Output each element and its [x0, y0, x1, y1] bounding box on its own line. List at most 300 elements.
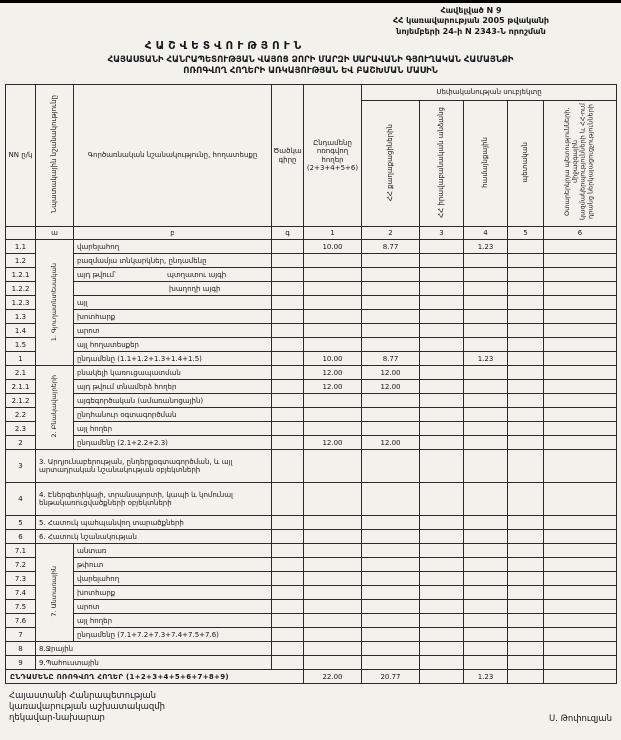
table-row	[6, 310, 617, 324]
value-cell	[420, 628, 464, 642]
letter-cell: ա	[36, 227, 74, 240]
row-label	[74, 352, 272, 366]
value-cell	[362, 530, 420, 544]
row-label-text: 5. Հատուկ պահպանվող տարածքների	[39, 518, 184, 527]
value-cell	[304, 600, 362, 614]
row-label-text: ընդամենը (7.1+7.2+7.3+7.4+7.5+7.6)	[77, 630, 219, 639]
value-cell	[304, 282, 362, 296]
code-cell	[272, 436, 304, 450]
grand-total-label: ԸՆԴԱՄԵՆԸ ՈՌՈԳՎՈՂ ՀՈՂԵՐ (1+2+3+4+5+6+7+8+9)	[6, 670, 304, 684]
row-label	[74, 600, 272, 614]
table-row	[6, 450, 617, 483]
value-cell	[304, 310, 362, 324]
code-cell	[272, 254, 304, 268]
row-label-text: արոտ	[77, 602, 100, 611]
value-cell	[362, 268, 420, 282]
value-cell: 12.00	[362, 380, 420, 394]
value-cell	[464, 614, 508, 628]
annex-line-1: Հավելված N 9	[440, 6, 502, 15]
table-row	[6, 324, 617, 338]
value-cell	[420, 324, 464, 338]
value-cell	[420, 296, 464, 310]
value-cell	[304, 324, 362, 338]
table-row	[6, 422, 617, 436]
row-label-text: 8.Ջրային	[39, 644, 74, 653]
value-cell	[544, 544, 617, 558]
letter-cell: 1	[304, 227, 362, 240]
col-header-total	[304, 85, 362, 227]
row-number: 1.2.1	[6, 268, 36, 282]
table-row	[6, 614, 617, 628]
value-cell	[420, 240, 464, 254]
row-label-text: թփուտ	[77, 560, 104, 569]
letter-cell: 3	[420, 227, 464, 240]
value-cell	[464, 628, 508, 642]
value-cell	[362, 422, 420, 436]
row-number: 7	[6, 628, 36, 642]
value-cell	[464, 254, 508, 268]
row-label-prefix: այդ թվում՝	[77, 270, 116, 279]
report-table	[5, 84, 617, 684]
value-cell	[508, 324, 544, 338]
value-cell: 8.77	[362, 240, 420, 254]
col-header-code	[272, 85, 304, 227]
value-cell	[508, 268, 544, 282]
code-cell	[272, 558, 304, 572]
value-cell	[362, 614, 420, 628]
value-cell	[508, 352, 544, 366]
value-cell	[544, 380, 617, 394]
row-label	[74, 324, 272, 338]
value-cell	[544, 352, 617, 366]
value-cell	[508, 450, 544, 483]
col-header-foreign	[544, 101, 617, 227]
row-label-text: խաղողի այգի	[169, 284, 221, 293]
col-header-legal-entities-label: ՀՀ իրավաբանական անձանց	[437, 107, 446, 218]
table-row	[6, 600, 617, 614]
value-cell	[464, 408, 508, 422]
row-label-text: այլ հողատեսքեր	[77, 340, 139, 349]
col-header-functional-label: Գործառնական նշանակությունը, հողատեսքը	[87, 151, 258, 160]
value-cell	[508, 483, 544, 516]
value-cell	[544, 642, 617, 656]
value-cell	[464, 338, 508, 352]
value-cell	[508, 240, 544, 254]
value-cell	[304, 544, 362, 558]
row-number: 4	[6, 483, 36, 516]
value-cell	[362, 642, 420, 656]
row-number: 7.4	[6, 586, 36, 600]
row-label	[74, 586, 272, 600]
col-header-community-label: համայնքային	[481, 137, 490, 188]
header-row-top	[6, 85, 617, 101]
value-cell	[420, 422, 464, 436]
value-cell	[508, 558, 544, 572]
col-header-state-label: պետական	[521, 142, 530, 183]
row-label-text: անտառ	[77, 546, 107, 555]
value-cell	[544, 240, 617, 254]
annex-block	[346, 6, 596, 37]
col-header-community	[464, 101, 508, 227]
footer-line-3: ղեկավար-նախարար	[9, 713, 105, 724]
value-cell	[420, 366, 464, 380]
row-number: 1.3	[6, 310, 36, 324]
code-cell	[272, 422, 304, 436]
row-number: 1.2.2	[6, 282, 36, 296]
annex-line-2: ՀՀ կառավարության 2005 թվականի	[392, 16, 550, 26]
value-cell	[544, 450, 617, 483]
code-cell	[272, 394, 304, 408]
value-cell	[304, 408, 362, 422]
value-cell	[420, 544, 464, 558]
col-header-foreign-label: Օտարերկրյա պետությունների, միջազգային կազմակերպությունների և ՀՀ-ում դրանց ներկայացուցչությունների	[563, 104, 595, 221]
value-cell	[304, 614, 362, 628]
row-label	[36, 642, 272, 656]
value-cell	[420, 614, 464, 628]
row-label-text: խոտհարք	[77, 312, 116, 321]
code-cell	[272, 324, 304, 338]
value-cell	[508, 642, 544, 656]
value-cell	[362, 324, 420, 338]
row-number: 2.1.2	[6, 394, 36, 408]
row-number: 2.1.1	[6, 380, 36, 394]
value-cell	[304, 642, 362, 656]
col-header-subject-group: Սեփականության սուբյեկտը	[362, 85, 617, 101]
table-row	[6, 394, 617, 408]
row-label-text: այլ հողեր	[77, 616, 113, 625]
value-cell	[420, 352, 464, 366]
value-cell	[420, 408, 464, 422]
row-label-text: այլ	[77, 298, 88, 307]
value-cell	[304, 558, 362, 572]
table-row	[6, 483, 617, 516]
row-label	[74, 544, 272, 558]
value-cell: 12.00	[304, 380, 362, 394]
value-cell	[544, 483, 617, 516]
row-number: 2.2	[6, 408, 36, 422]
value-cell	[464, 586, 508, 600]
value-cell	[362, 338, 420, 352]
value-cell	[508, 586, 544, 600]
value-cell	[544, 338, 617, 352]
footer-line-1: Հայաստանի Հանրապետության	[9, 691, 157, 702]
value-cell	[544, 422, 617, 436]
value-cell	[420, 642, 464, 656]
row-label-text: այգեգործական (ամառանոցային)	[77, 396, 204, 405]
footer-signatory-block	[9, 691, 165, 724]
col-header-purpose	[36, 85, 74, 227]
code-cell	[272, 240, 304, 254]
letter-cell: բ	[74, 227, 272, 240]
col-header-citizens	[362, 101, 420, 227]
value-cell	[464, 296, 508, 310]
value-cell	[420, 572, 464, 586]
value-cell: 10.00	[304, 240, 362, 254]
row-label	[74, 310, 272, 324]
value-cell	[544, 628, 617, 642]
value-cell	[544, 436, 617, 450]
value-cell	[544, 282, 617, 296]
value-cell	[464, 310, 508, 324]
letter-cell: 4	[464, 227, 508, 240]
table-row	[6, 628, 617, 642]
row-label	[74, 282, 272, 296]
value-cell	[508, 614, 544, 628]
value-cell	[508, 600, 544, 614]
row-number: 5	[6, 516, 36, 530]
value-cell	[464, 324, 508, 338]
row-number: 7.1	[6, 544, 36, 558]
value-cell	[508, 422, 544, 436]
value-cell	[464, 572, 508, 586]
row-label	[74, 572, 272, 586]
table-row	[6, 282, 617, 296]
code-cell	[272, 628, 304, 642]
value-cell	[362, 516, 420, 530]
value-cell	[304, 530, 362, 544]
value-cell	[464, 530, 508, 544]
letter-cell: 2	[362, 227, 420, 240]
value-cell	[362, 600, 420, 614]
code-cell	[272, 338, 304, 352]
value-cell	[544, 558, 617, 572]
row-label-text: արոտ	[77, 326, 100, 335]
value-cell	[304, 628, 362, 642]
row-label	[36, 656, 272, 670]
table-row	[6, 268, 617, 282]
row-label-text: ընդհանուր օգտագործման	[77, 410, 177, 419]
table-row	[6, 516, 617, 530]
table-row	[6, 352, 617, 366]
value-cell	[304, 586, 362, 600]
value-cell	[464, 642, 508, 656]
col-header-functional	[74, 85, 272, 227]
row-label	[36, 450, 272, 483]
value-cell	[544, 324, 617, 338]
code-cell	[272, 352, 304, 366]
value-cell: 1.23	[464, 352, 508, 366]
value-cell	[464, 282, 508, 296]
row-number: 7.5	[6, 600, 36, 614]
value-cell	[544, 394, 617, 408]
code-cell	[272, 282, 304, 296]
grand-total-row	[6, 670, 617, 684]
value-cell	[508, 544, 544, 558]
value-cell	[420, 380, 464, 394]
grand-total-value-cell: 22.00	[304, 670, 362, 684]
code-cell	[272, 516, 304, 530]
row-label	[36, 530, 272, 544]
row-label	[74, 366, 272, 380]
row-label	[74, 240, 272, 254]
value-cell	[304, 394, 362, 408]
value-cell	[544, 614, 617, 628]
row-number: 1.5	[6, 338, 36, 352]
value-cell	[464, 450, 508, 483]
code-cell	[272, 572, 304, 586]
value-cell	[464, 516, 508, 530]
value-cell	[420, 394, 464, 408]
value-cell	[508, 530, 544, 544]
row-number: 2	[6, 436, 36, 450]
grand-total-value-cell	[508, 670, 544, 684]
value-cell	[304, 338, 362, 352]
value-cell	[420, 586, 464, 600]
row-label-text: վարելահող	[77, 574, 120, 583]
table-row	[6, 558, 617, 572]
value-cell	[544, 408, 617, 422]
value-cell	[508, 656, 544, 670]
value-cell	[544, 296, 617, 310]
letter-cell: 5	[508, 227, 544, 240]
row-number: 3	[6, 450, 36, 483]
row-label	[36, 483, 272, 516]
row-label	[74, 408, 272, 422]
value-cell	[420, 516, 464, 530]
letter-cell: 6	[544, 227, 617, 240]
code-cell	[272, 268, 304, 282]
row-number: 1	[6, 352, 36, 366]
value-cell	[362, 310, 420, 324]
value-cell	[508, 254, 544, 268]
value-cell	[362, 450, 420, 483]
value-cell	[362, 254, 420, 268]
code-cell	[272, 656, 304, 670]
value-cell	[304, 254, 362, 268]
value-cell	[304, 572, 362, 586]
value-cell	[464, 436, 508, 450]
value-cell	[420, 338, 464, 352]
grand-total-value-cell: 1.23	[464, 670, 508, 684]
value-cell	[420, 530, 464, 544]
value-cell	[508, 366, 544, 380]
document-subtitle-2: ՈՌՈԳՎՈՂ ՀՈՂԵՐԻ ԱՌԿԱՅՈՒԹՅԱՆ ԵՎ ԲԱՇԽՄԱՆ ՄԱՍԻՆ	[183, 66, 438, 77]
row-label-text: պտղատու այգի	[167, 270, 227, 279]
col-header-total-label: Ընդամենը ոռոգվող հողեր (2+3+4+5+6)	[306, 138, 359, 173]
value-cell	[544, 530, 617, 544]
table-row	[6, 296, 617, 310]
code-cell	[272, 296, 304, 310]
value-cell	[362, 586, 420, 600]
value-cell	[464, 380, 508, 394]
section-label	[36, 240, 74, 366]
value-cell	[544, 268, 617, 282]
table-row	[6, 586, 617, 600]
row-label	[74, 614, 272, 628]
row-label-text: 4. Էներգետիկայի, տրանսպորտի, կապի և կոմունալ ենթակառուցվածքների օբյեկտների	[39, 491, 233, 508]
row-label	[74, 628, 272, 642]
value-cell	[362, 296, 420, 310]
value-cell: 10.00	[304, 352, 362, 366]
table-row	[6, 338, 617, 352]
code-cell	[272, 450, 304, 483]
row-number: 6	[6, 530, 36, 544]
signature-name: Ս. Թոփուզյան	[548, 714, 612, 725]
value-cell	[544, 656, 617, 670]
code-cell	[272, 380, 304, 394]
value-cell	[464, 483, 508, 516]
value-cell	[464, 422, 508, 436]
grand-total-value-cell	[420, 670, 464, 684]
row-label	[74, 268, 272, 282]
row-label	[74, 338, 272, 352]
row-label	[74, 380, 272, 394]
row-number: 1.2.3	[6, 296, 36, 310]
column-letters-row	[6, 227, 617, 240]
code-cell	[272, 614, 304, 628]
row-number: 2.1	[6, 366, 36, 380]
value-cell: 12.00	[304, 366, 362, 380]
value-cell	[508, 296, 544, 310]
value-cell	[508, 572, 544, 586]
value-cell	[508, 394, 544, 408]
value-cell	[464, 544, 508, 558]
value-cell	[304, 450, 362, 483]
row-label-text: 6. Հատուկ նշանակության	[39, 532, 137, 541]
value-cell	[304, 422, 362, 436]
value-cell	[508, 338, 544, 352]
row-label-text: բազմամյա տնկարկներ, ընդամենը	[77, 256, 207, 265]
footer	[5, 691, 616, 724]
value-cell	[362, 558, 420, 572]
value-cell	[420, 600, 464, 614]
value-cell	[464, 268, 508, 282]
value-cell	[362, 282, 420, 296]
value-cell	[304, 268, 362, 282]
col-header-citizens-label: ՀՀ քաղաքացիներին	[386, 123, 395, 202]
row-label-text: ընդամենը (2.1+2.2+2.3)	[77, 438, 168, 447]
value-cell: 12.00	[304, 436, 362, 450]
col-header-nn	[6, 85, 36, 227]
code-cell	[272, 530, 304, 544]
table-row	[6, 572, 617, 586]
value-cell	[508, 516, 544, 530]
report-table-body	[6, 240, 617, 684]
value-cell	[362, 656, 420, 670]
value-cell	[508, 408, 544, 422]
row-label-text: վարելահող	[77, 242, 120, 251]
value-cell	[420, 282, 464, 296]
value-cell	[508, 282, 544, 296]
code-cell	[272, 310, 304, 324]
row-label-text: ընդամենը (1.1+1.2+1.3+1.4+1.5)	[77, 354, 202, 363]
value-cell	[362, 394, 420, 408]
value-cell	[420, 268, 464, 282]
value-cell	[464, 656, 508, 670]
value-cell	[304, 483, 362, 516]
code-cell	[272, 600, 304, 614]
section-label	[36, 544, 74, 642]
row-label	[74, 422, 272, 436]
section-label-text: 7. Անտառային	[49, 566, 58, 617]
value-cell	[420, 450, 464, 483]
table-row	[6, 436, 617, 450]
table-row	[6, 254, 617, 268]
row-label	[74, 254, 272, 268]
value-cell	[508, 628, 544, 642]
value-cell	[544, 600, 617, 614]
value-cell	[420, 558, 464, 572]
value-cell: 12.00	[362, 436, 420, 450]
row-number: 7.6	[6, 614, 36, 628]
row-label	[74, 296, 272, 310]
value-cell	[304, 656, 362, 670]
table-row	[6, 544, 617, 558]
code-cell	[272, 366, 304, 380]
code-cell	[272, 483, 304, 516]
value-cell	[544, 572, 617, 586]
section-label	[36, 366, 74, 450]
